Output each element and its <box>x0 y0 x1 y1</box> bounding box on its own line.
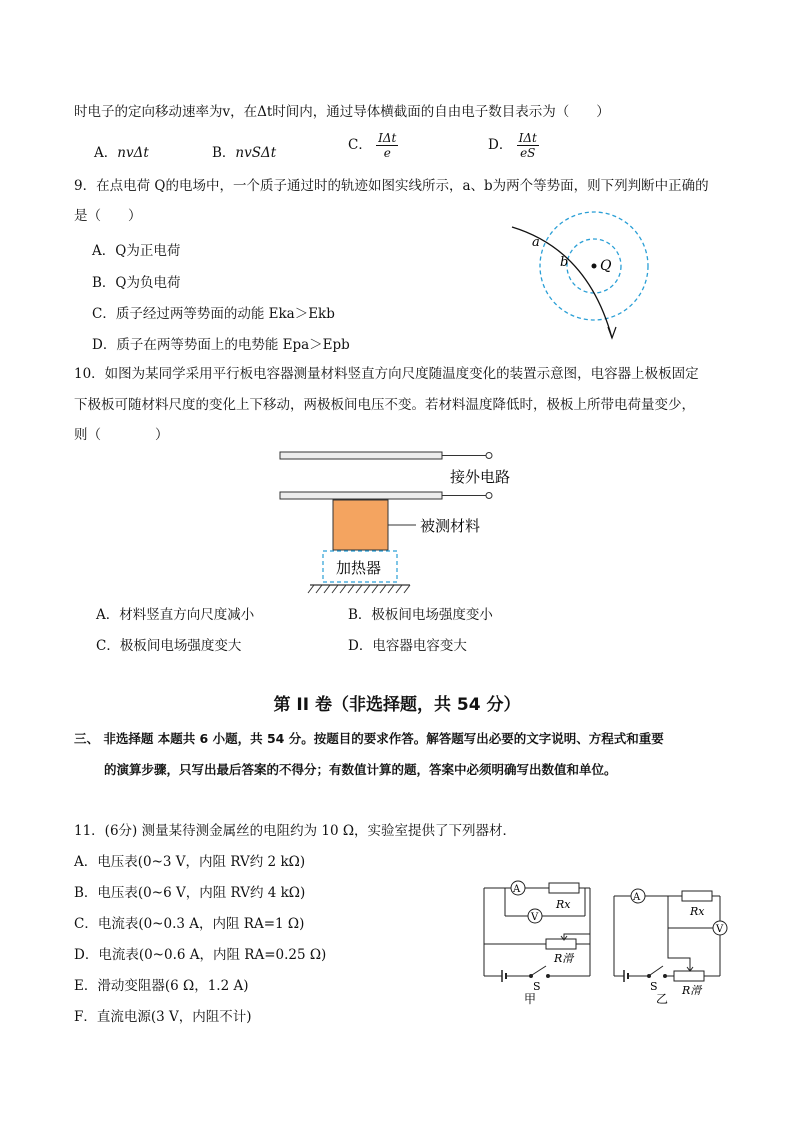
switch-icon <box>532 966 546 975</box>
q11-item-f: F．直流电源(3 V，内阻不计) <box>74 1009 252 1025</box>
point-charge-dot <box>592 264 597 269</box>
q10-stem-line3: 则（ ） <box>74 427 169 443</box>
svg-text:Rx: Rx <box>556 898 571 911</box>
svg-text:V: V <box>716 924 724 935</box>
rheostat <box>674 971 704 981</box>
svg-text:R滑: R滑 <box>554 952 574 965</box>
q8-stem: 时电子的定向移动速率为v，在Δt时间内，通过导体横截面的自由电子数目表示为（ ） <box>74 104 610 120</box>
svg-text:A: A <box>633 892 641 903</box>
circuit-jia <box>476 878 606 1008</box>
q9-option-c: C．质子经过两等势面的动能 Eka＞Ekb <box>92 306 335 322</box>
label-material: 被测材料 <box>420 517 481 535</box>
svg-text:S: S <box>533 980 541 993</box>
q9-stem-line1: 9．在点电荷 Q的电场中，一个质子通过时的轨迹如图实线所示，a、b为两个等势面，则下列判断中正确的 <box>74 178 709 194</box>
q10-option-b: B．极板间电场强度变小 <box>348 607 493 623</box>
q9-option-a: A．Q为正电荷 <box>92 243 181 259</box>
q8-option-b: B．nvSΔt <box>212 145 277 161</box>
q8-option-a: A．nvΔt <box>94 145 149 161</box>
q11-item-c: C．电流表(0~0.3 A，内阻 RA=1 Ω) <box>74 916 305 932</box>
lower-terminal <box>486 493 492 499</box>
resistor-rx <box>549 883 579 893</box>
q11-stem: 11．(6分) 测量某待测金属丝的电阻约为 10 Ω，实验室提供了下列器材． <box>74 823 517 839</box>
label-b: b <box>560 255 569 270</box>
svg-text:V: V <box>531 912 539 923</box>
trajectory-curve <box>512 227 612 338</box>
resistor-rx <box>682 891 712 901</box>
upper-terminal <box>486 453 492 459</box>
circuit-yi <box>608 878 738 1008</box>
fraction: $\frac{\text{IΔt}}{e}$ <box>378 131 397 160</box>
svg-text:S: S <box>650 980 658 993</box>
lower-plate <box>280 492 442 499</box>
section-instruction-line1: 三、 非选择题 本题共 6 小题，共 54 分。按题目的要求作答。解答题写出必要的文字说明、方程式和重要 <box>74 731 664 746</box>
label-q: Q <box>600 258 612 274</box>
q10-option-c: C．极板间电场强度变大 <box>96 638 242 654</box>
svg-text:R滑: R滑 <box>682 984 702 997</box>
section-title: 第 II 卷（非选择题，共 54 分） <box>273 695 521 715</box>
q11-item-b: B．电压表(0~6 V，内阻 RV约 4 kΩ) <box>74 885 306 901</box>
q10-stem-line1: 10．如图为某同学采用平行板电容器测量材料竖直方向尺度随温度变化的装置示意图，电容器上极板固定 <box>74 366 699 382</box>
svg-text:A: A <box>513 884 521 895</box>
caption-yi: 乙 <box>656 992 669 1006</box>
caption-jia: 甲 <box>524 992 537 1006</box>
trajectory-arrow-icon <box>608 327 616 338</box>
q11-item-e: E．滑动变阻器(6 Ω，1.2 A) <box>74 978 249 994</box>
q9-figure <box>500 210 680 355</box>
q8-option-c: C． $\frac{\text{IΔt}}{e}$ <box>348 131 397 160</box>
q9-stem-line2: 是（ ） <box>74 208 142 224</box>
switch-icon <box>650 966 663 975</box>
upper-plate <box>280 452 442 459</box>
ground-hatch-icon <box>308 585 410 593</box>
svg-text:Rx: Rx <box>690 905 705 918</box>
section-instruction-line2: 的演算步骤，只写出最后答案的不得分；有数值计算的题，答案中必须明确写出数值和单位。 <box>104 762 617 777</box>
q9-option-d: D．质子在两等势面上的电势能 Epa＞Epb <box>92 337 350 353</box>
q10-figure <box>270 444 530 596</box>
fraction: $\frac{\text{IΔt}}{eS}$ <box>518 131 537 160</box>
rheostat <box>546 939 576 949</box>
q10-option-a: A．材料竖直方向尺度减小 <box>96 607 255 623</box>
q11-item-d: D．电流表(0~0.6 A，内阻 RA=0.25 Ω) <box>74 947 327 963</box>
q10-option-d: D．电容器电容变大 <box>348 638 467 654</box>
label-heater: 加热器 <box>336 559 382 577</box>
q9-option-b: B．Q为负电荷 <box>92 275 181 291</box>
q10-stem-line2: 下极板可随材料尺度的变化上下移动，两极板间电压不变。若材料温度降低时，极板上所带电荷量变少， <box>74 397 695 413</box>
q11-item-a: A．电压表(0~3 V，内阻 RV约 2 kΩ) <box>74 854 306 870</box>
q8-option-d: D． $\frac{\text{IΔt}}{eS}$ <box>488 131 537 160</box>
label-a: a <box>532 235 540 250</box>
material-block <box>333 500 388 550</box>
label-external-circuit: 接外电路 <box>450 468 511 486</box>
